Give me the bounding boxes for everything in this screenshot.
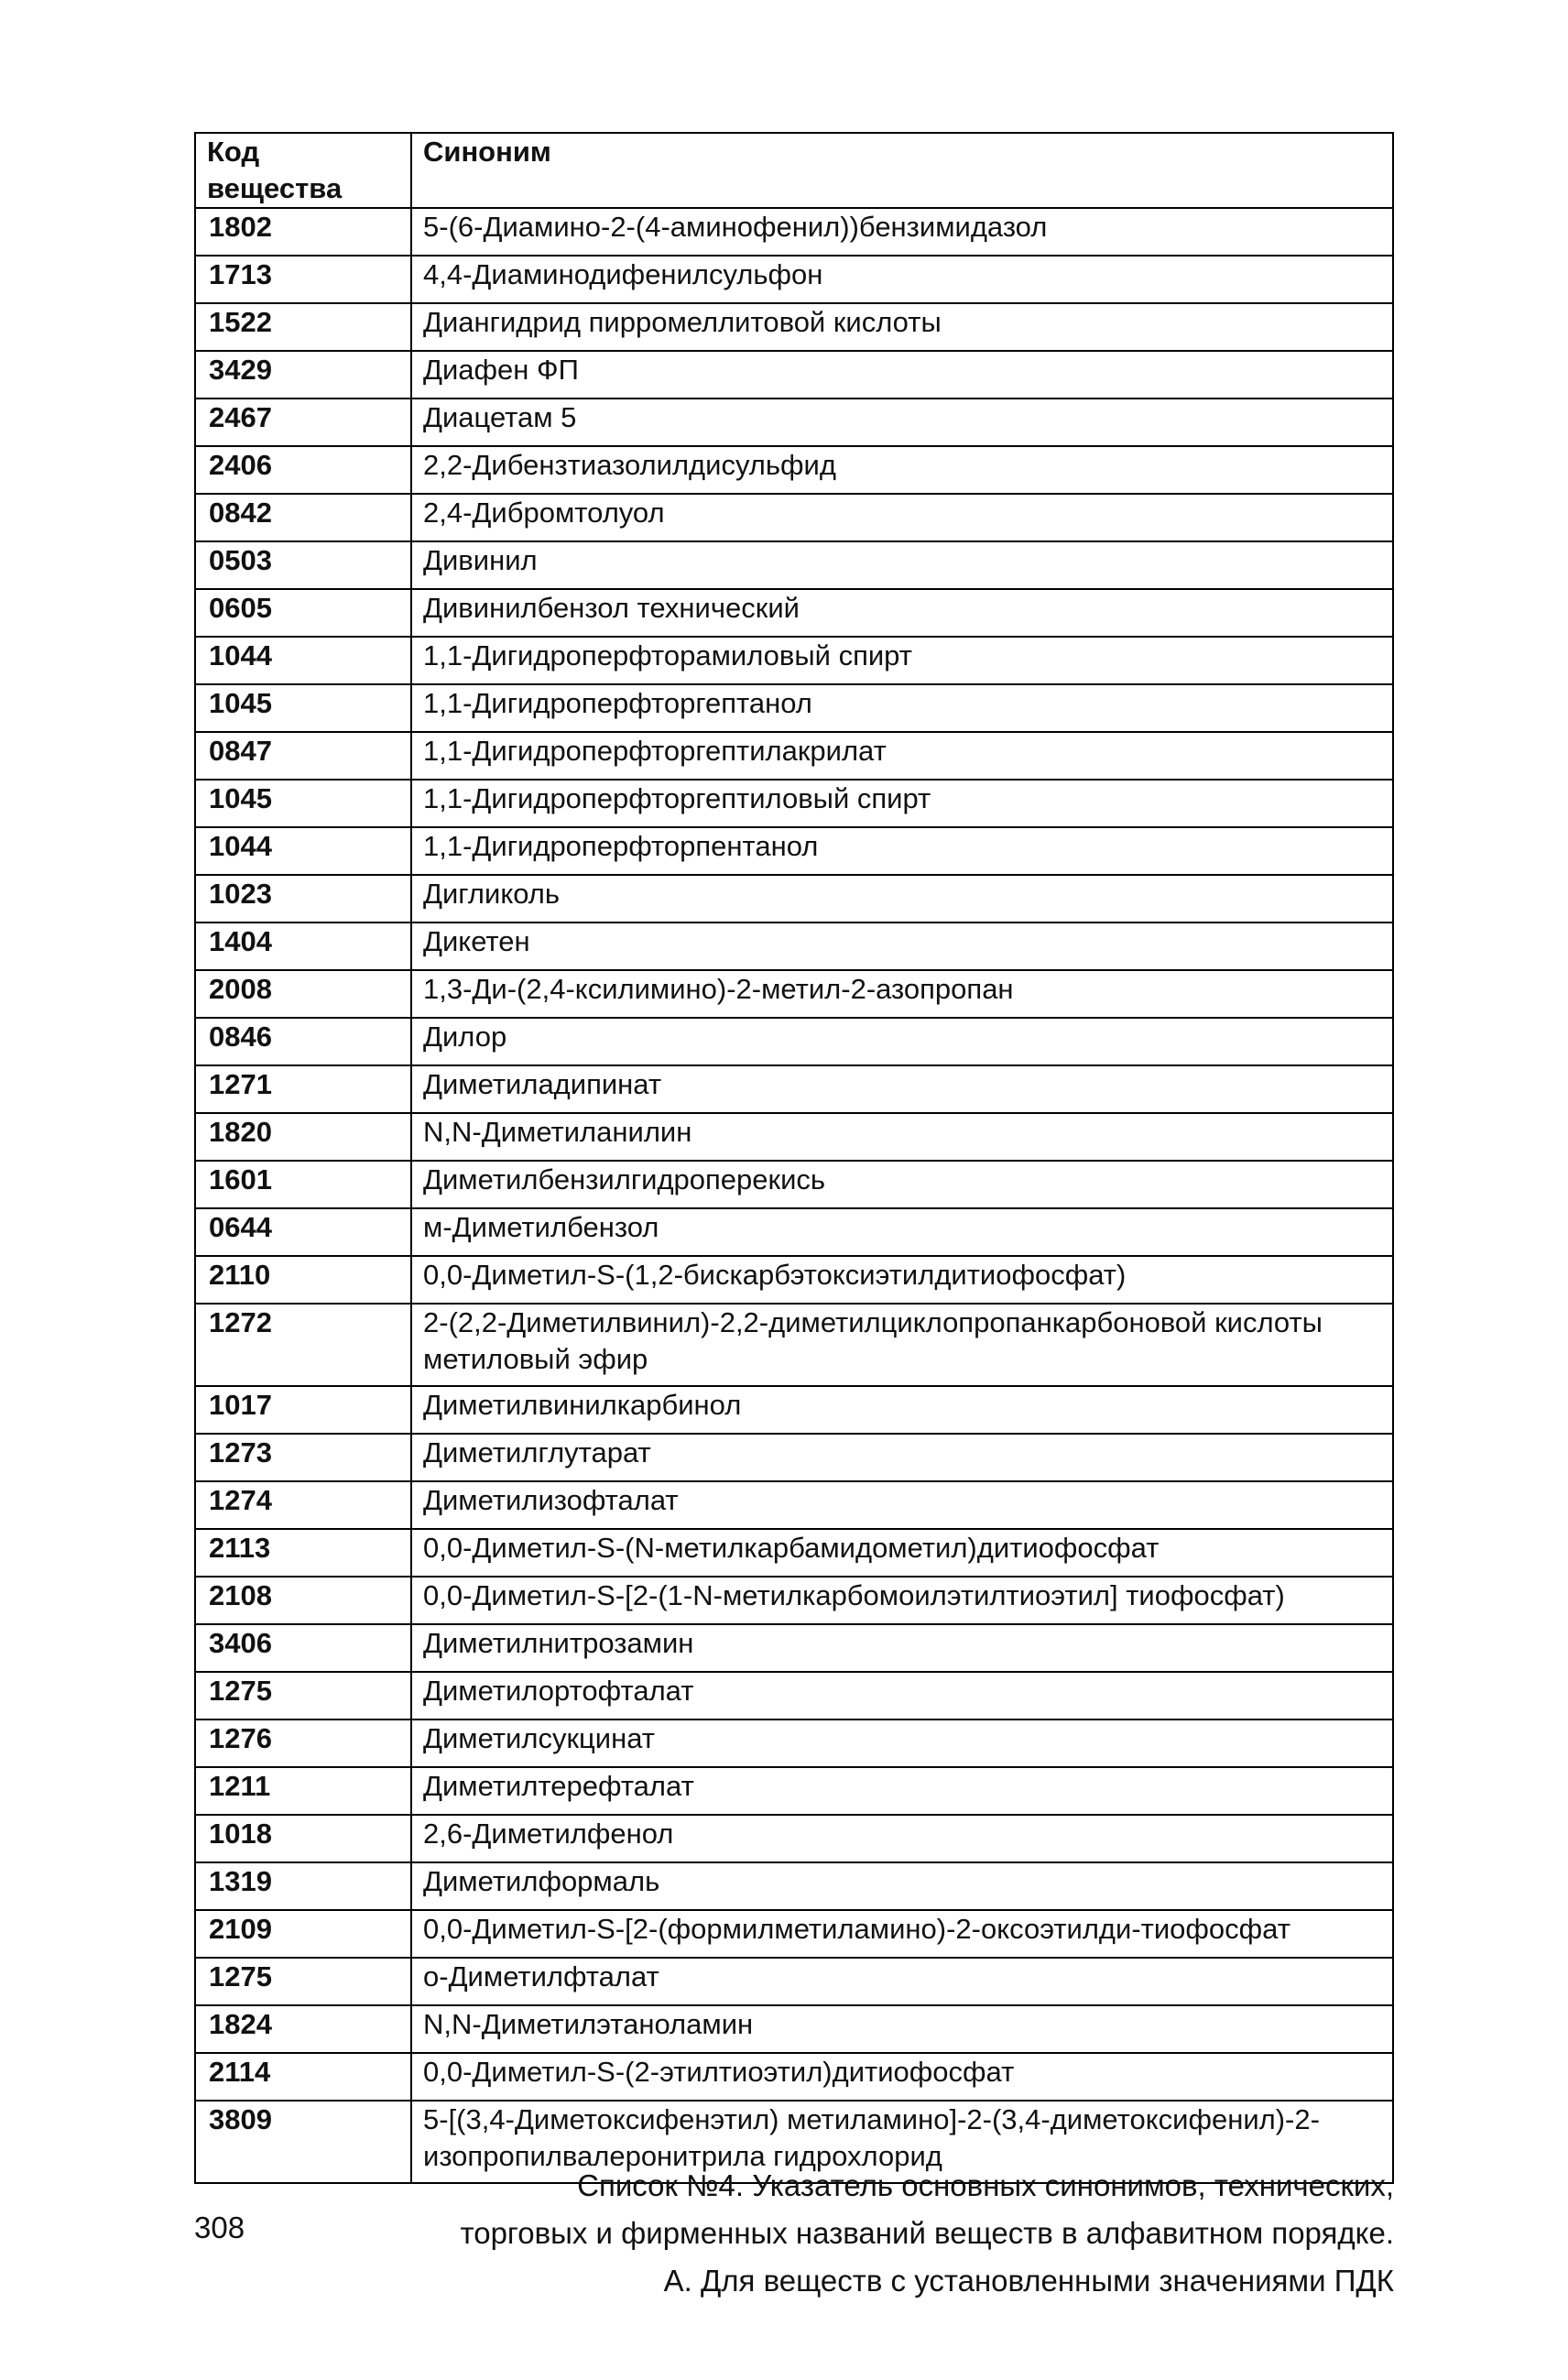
synonym-cell [411, 1304, 1393, 1386]
substance-code-cell: 0842 [195, 494, 411, 541]
synonym-cell [411, 1161, 1393, 1208]
synonym-text: 1,1-Дигидроперфторпентанол [423, 830, 819, 862]
table-row [195, 637, 1393, 684]
table-row [195, 2005, 1393, 2053]
synonym-cell [411, 2053, 1393, 2101]
substance-code-cell: 2108 [195, 1577, 411, 1624]
synonym-text: 0,0-Диметил-S-(N-метилкарбамидометил)дитиофосфат [423, 1532, 1160, 1564]
synonym-cell [411, 1672, 1393, 1719]
synonym-text: о-Диметилфталат [423, 1960, 659, 1992]
synonym-cell [411, 923, 1393, 970]
synonym-cell [411, 732, 1393, 780]
synonym-cell [411, 684, 1393, 732]
synonym-text: Диацетам 5 [423, 401, 577, 433]
synonym-text: Диметилизофталат [423, 1484, 679, 1516]
synonym-text: 2-(2,2-Диметилвинил)-2,2-диметилциклопропанкарбоновой кислоты [423, 1306, 1323, 1338]
table-row [195, 303, 1393, 351]
list-caption [387, 2162, 1394, 2305]
synonym-cell [411, 1862, 1393, 1910]
synonym-text: 4,4-Диаминодифенилсульфон [423, 258, 823, 290]
synonym-cell [411, 1434, 1393, 1481]
caption-line: А. Для веществ с установленными значениями ПДК [663, 2264, 1394, 2298]
synonym-text: 1,3-Ди-(2,4-ксилимино)-2-метил-2-азопропан [423, 973, 1014, 1005]
table-row [195, 1304, 1393, 1386]
substance-code-cell: 1275 [195, 1958, 411, 2005]
synonym-cell [411, 1910, 1393, 1958]
substance-code-cell: 1273 [195, 1434, 411, 1481]
table-row [195, 1386, 1393, 1434]
synonym-cell [411, 1256, 1393, 1304]
table-row [195, 1529, 1393, 1577]
synonym-text: 2,4-Дибромтолуол [423, 497, 665, 529]
table-row [195, 2053, 1393, 2101]
synonym-cell [411, 1481, 1393, 1529]
table-row [195, 1910, 1393, 1958]
table-row [195, 1862, 1393, 1910]
synonym-text: Диметилбензилгидроперекись [423, 1163, 826, 1195]
substance-code-cell: 1275 [195, 1672, 411, 1719]
substance-code-cell: 1045 [195, 684, 411, 732]
substance-code-cell: 1023 [195, 875, 411, 923]
synonym-text: 1,1-Дигидроперфторамиловый спирт [423, 639, 912, 671]
table-row [195, 208, 1393, 256]
synonym-text: Дилор [423, 1021, 507, 1053]
table-row [195, 1815, 1393, 1862]
table-row [195, 1624, 1393, 1672]
synonym-cell [411, 1018, 1393, 1065]
table-row [195, 1767, 1393, 1815]
synonym-cell [411, 970, 1393, 1018]
table-row [195, 1065, 1393, 1113]
table-row [195, 398, 1393, 446]
synonym-text: Диметилсукцинат [423, 1722, 655, 1754]
table-row [195, 780, 1393, 827]
synonym-cell [411, 351, 1393, 398]
substance-code-cell: 2110 [195, 1256, 411, 1304]
substance-code-cell: 1272 [195, 1304, 411, 1386]
substance-code-cell: 1522 [195, 303, 411, 351]
synonym-text: N,N-Диметилэтаноламин [423, 2008, 754, 2040]
synonym-cell [411, 1815, 1393, 1862]
table-row [195, 875, 1393, 923]
synonym-text: 0,0-Диметил-S-[2-(1-N-метилкарбомоилэтилтиоэтил] тиофосфат) [423, 1579, 1285, 1611]
synonym-text: Дикетен [423, 925, 530, 957]
synonym-cell [411, 446, 1393, 494]
substance-code-cell: 3809 [195, 2101, 411, 2183]
substance-code-cell: 1018 [195, 1815, 411, 1862]
substance-code-cell: 2008 [195, 970, 411, 1018]
table-row [195, 1719, 1393, 1767]
substance-code-cell: 1276 [195, 1719, 411, 1767]
synonym-cell [411, 1529, 1393, 1577]
synonym-text: Диметиладипинат [423, 1068, 662, 1100]
table-row [195, 1958, 1393, 2005]
table-header-row [195, 133, 1393, 208]
substance-code-cell: 0605 [195, 589, 411, 637]
synonym-text: Диметилвинилкарбинол [423, 1389, 742, 1421]
synonym-cell [411, 637, 1393, 684]
synonym-text: 0,0-Диметил-S-[2-(формилметиламино)-2-оксоэтилди-тиофосфат [423, 1913, 1290, 1945]
substance-code-cell: 2406 [195, 446, 411, 494]
substance-code-cell: 1802 [195, 208, 411, 256]
column-header-synonym: Синоним [411, 133, 1393, 208]
substance-code-cell: 1211 [195, 1767, 411, 1815]
synonym-cell [411, 208, 1393, 256]
synonym-text: Дигликоль [423, 878, 561, 910]
synonym-text: Диметилтерефталат [423, 1770, 694, 1802]
table-row [195, 970, 1393, 1018]
table-row [195, 684, 1393, 732]
table-row [195, 1577, 1393, 1624]
synonym-text: Дивинил [423, 544, 538, 576]
synonyms-table [194, 132, 1394, 2184]
table-row [195, 1672, 1393, 1719]
table-row [195, 1113, 1393, 1161]
table-row [195, 1434, 1393, 1481]
synonym-cell [411, 541, 1393, 589]
substance-code-cell: 0847 [195, 732, 411, 780]
synonym-cell [411, 1719, 1393, 1767]
synonym-text: Диангидрид пирромеллитовой кислоты [423, 306, 942, 338]
substance-code-cell: 1044 [195, 637, 411, 684]
synonym-cell [411, 1208, 1393, 1256]
synonym-text: м-Диметилбензол [423, 1211, 659, 1243]
table-row [195, 1018, 1393, 1065]
table-row [195, 351, 1393, 398]
caption-line: Список №4. Указатель основных синонимов, технических, [577, 2168, 1394, 2202]
substance-code-cell: 1044 [195, 827, 411, 875]
table-row [195, 541, 1393, 589]
synonym-cell [411, 1958, 1393, 2005]
synonym-cell [411, 1624, 1393, 1672]
synonym-text: 2,6-Диметилфенол [423, 1818, 674, 1850]
substance-code-cell: 3406 [195, 1624, 411, 1672]
synonym-cell [411, 494, 1393, 541]
table-row [195, 589, 1393, 637]
substance-code-cell: 1045 [195, 780, 411, 827]
synonym-text-continued: метиловый эфир [423, 1343, 648, 1375]
synonym-text: 2,2-Дибензтиазолилдисульфид [423, 449, 836, 481]
synonym-text: Диметилформаль [423, 1865, 660, 1897]
synonym-cell [411, 1767, 1393, 1815]
substance-code-cell: 2109 [195, 1910, 411, 1958]
substance-code-cell: 1274 [195, 1481, 411, 1529]
synonym-text: Диметилортофталат [423, 1675, 694, 1707]
page-number: 308 [194, 2211, 245, 2244]
substance-code-cell: 1824 [195, 2005, 411, 2053]
synonym-cell [411, 1577, 1393, 1624]
synonym-text: 1,1-Дигидроперфторгептилакрилат [423, 735, 887, 767]
substance-code-cell: 2467 [195, 398, 411, 446]
synonym-cell [411, 1065, 1393, 1113]
substance-code-cell: 1820 [195, 1113, 411, 1161]
caption-line: торговых и фирменных названий веществ в алфавитном порядке. [460, 2216, 1394, 2250]
synonym-text: 1,1-Дигидроперфторгептиловый спирт [423, 782, 931, 814]
synonym-text: 0,0-Диметил-S-(1,2-бискарбэтоксиэтилдитиофосфат) [423, 1259, 1127, 1291]
synonym-text: 0,0-Диметил-S-(2-этилтиоэтил)дитиофосфат [423, 2056, 1015, 2088]
substance-code-cell: 0644 [195, 1208, 411, 1256]
synonym-cell [411, 1113, 1393, 1161]
substance-code-cell: 1404 [195, 923, 411, 970]
table-row [195, 256, 1393, 303]
table-row [195, 827, 1393, 875]
table-row [195, 732, 1393, 780]
synonym-cell [411, 875, 1393, 923]
synonym-text: Дивинилбензол технический [423, 592, 800, 624]
synonym-text: Диафен ФП [423, 354, 579, 386]
synonym-text-continued: изопропилвалеронитрила гидрохлорид [423, 2140, 942, 2172]
synonym-text: 1,1-Дигидроперфторгептанол [423, 687, 812, 719]
substance-code-cell: 3429 [195, 351, 411, 398]
table-row [195, 494, 1393, 541]
table-row [195, 1481, 1393, 1529]
synonym-cell [411, 256, 1393, 303]
substance-code-cell: 0846 [195, 1018, 411, 1065]
synonym-cell [411, 303, 1393, 351]
synonym-cell [411, 589, 1393, 637]
substance-code-cell: 1271 [195, 1065, 411, 1113]
synonym-text: N,N-Диметиланилин [423, 1116, 692, 1148]
table-row [195, 1161, 1393, 1208]
substance-code-cell: 2114 [195, 2053, 411, 2101]
synonym-text: Диметилнитрозамин [423, 1627, 694, 1659]
synonym-text: Диметилглутарат [423, 1436, 651, 1468]
synonym-text: 5-(6-Диамино-2-(4-аминофенил))бензимидазол [423, 211, 1048, 243]
synonym-cell [411, 827, 1393, 875]
substance-code-cell: 1713 [195, 256, 411, 303]
table-row [195, 446, 1393, 494]
table-row [195, 1208, 1393, 1256]
substance-code-cell: 1601 [195, 1161, 411, 1208]
table-row [195, 923, 1393, 970]
substance-code-cell: 0503 [195, 541, 411, 589]
synonym-cell [411, 780, 1393, 827]
substance-code-cell: 2113 [195, 1529, 411, 1577]
synonym-cell [411, 398, 1393, 446]
synonym-text: 5-[(3,4-Диметоксифенэтил) метиламино]-2-(3,4-диметоксифенил)-2- [423, 2103, 1320, 2135]
substance-code-cell: 1319 [195, 1862, 411, 1910]
synonym-cell [411, 2005, 1393, 2053]
substance-code-cell: 1017 [195, 1386, 411, 1434]
synonym-cell [411, 1386, 1393, 1434]
column-header-code: Код вещества [195, 133, 411, 208]
table-body [195, 208, 1393, 2183]
table-row [195, 1256, 1393, 1304]
